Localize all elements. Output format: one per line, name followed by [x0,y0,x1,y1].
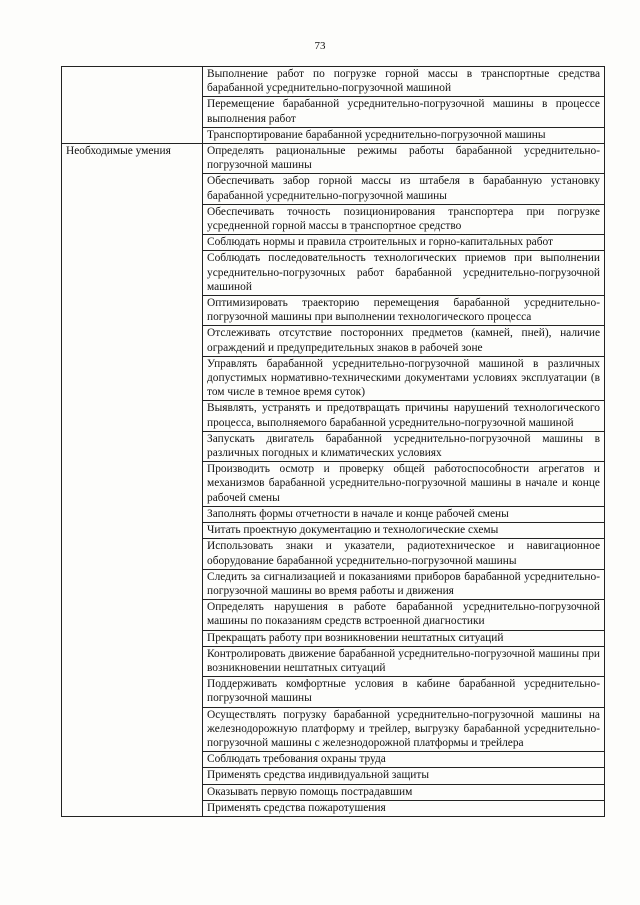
skill-item: Применять средства пожаротушения [203,800,605,816]
table-row [62,144,605,174]
skill-item: Использовать знаки и указатели, радиотехническое и навигационное оборудование барабанной усреднительно-погрузочной машины [203,539,605,569]
table-row [62,67,605,97]
skill-item: Следить за сигнализацией и показаниями приборов барабанной усреднительно-погрузочной машины во время работы и движения [203,569,605,599]
skill-item: Оказывать первую помощь пострадавшим [203,784,605,800]
skill-item: Поддерживать комфортные условия в кабине барабанной усреднительно-погрузочной машины [203,677,605,707]
skill-item: Осуществлять погрузку барабанной усреднительно-погрузочной машины на железнодорожную платформу и трейлер, выгрузку барабанной усреднительно-погрузочной машины с железнодорожной платформы и трейлера [203,707,605,752]
skill-item: Обеспечивать точность позиционирования транспортера при погрузке усредненной горной массы в транспортное средство [203,204,605,234]
action-item: Транспортирование барабанной усреднительно-погрузочной машины [203,127,605,143]
skill-item: Производить осмотр и проверку общей работоспособности агрегатов и механизмов барабанной усреднительно-погрузочной машины в начале и конце рабочей смены [203,462,605,507]
skill-item: Соблюдать требования охраны труда [203,752,605,768]
skills-label: Необходимые умения [62,144,203,817]
skill-item: Отслеживать отсутствие посторонних предметов (камней, пней), наличие ограждений и предупредительных знаков в рабочей зоне [203,326,605,356]
skill-item: Заполнять формы отчетности в начале и конце рабочей смены [203,506,605,522]
skill-item: Читать проектную документацию и технологические схемы [203,523,605,539]
skill-item: Управлять барабанной усреднительно-погрузочной машиной в различных допустимых нормативно-техническими документами условиях эксплуатации (в том числе в темное время суток) [203,356,605,401]
page-number: 73 [314,40,326,52]
skill-item: Обеспечивать забор горной массы из штабеля в барабанную установку барабанной усреднительно-погрузочной машины [203,174,605,204]
skill-item: Контролировать движение барабанной усреднительно-погрузочной машины при возникновении нештатных ситуаций [203,646,605,676]
skill-item: Применять средства индивидуальной защиты [203,768,605,784]
skill-item: Определять нарушения в работе барабанной усреднительно-погрузочной машины по показаниям средств встроенной диагностики [203,600,605,630]
action-item: Выполнение работ по погрузке горной массы в транспортные средства барабанной усреднительно-погрузочной машиной [203,67,605,97]
competency-table-body [62,67,605,817]
skill-item: Соблюдать последовательность технологических приемов при выполнении усреднительно-погрузочных работ барабанной усреднительно-погрузочной машиной [203,251,605,296]
skill-item: Определять рациональные режимы работы барабанной усреднительно-погрузочной машины [203,144,605,174]
action-item: Перемещение барабанной усреднительно-погрузочной машины в процессе выполнения работ [203,97,605,127]
skill-item: Прекращать работу при возникновении нештатных ситуаций [203,630,605,646]
empty-label-cell [62,67,203,144]
skill-item: Соблюдать нормы и правила строительных и горно-капитальных работ [203,235,605,251]
skill-item: Оптимизировать траекторию перемещения барабанной усреднительно-погрузочной машины при выполнении технологического процесса [203,296,605,326]
skill-item: Выявлять, устранять и предотвращать причины нарушений технологического процесса, выполняемого барабанной усреднительно-погрузочной машиной [203,401,605,431]
skill-item: Запускать двигатель барабанной усреднительно-погрузочной машины в различных погодных и климатических условиях [203,431,605,461]
competency-table [61,66,605,817]
